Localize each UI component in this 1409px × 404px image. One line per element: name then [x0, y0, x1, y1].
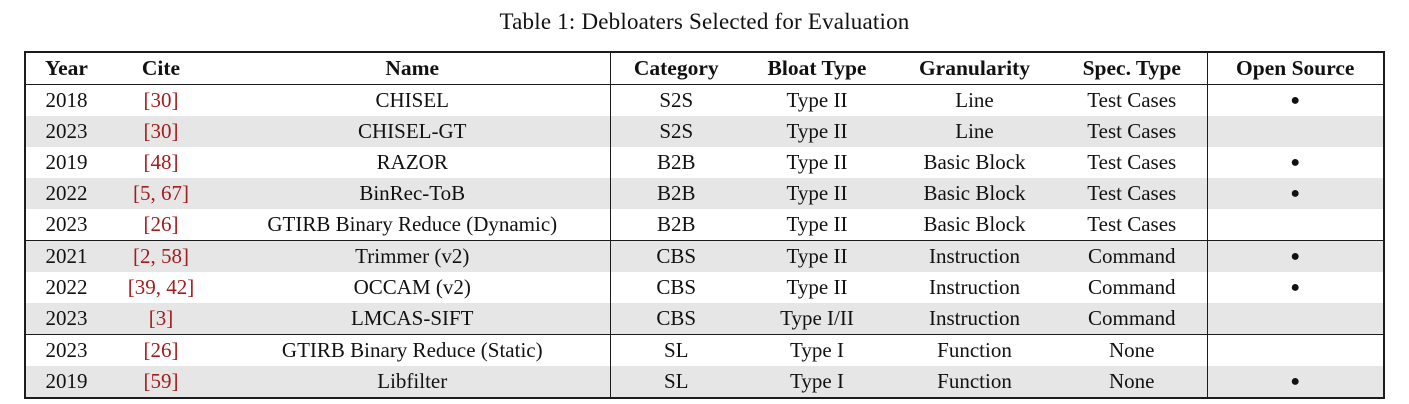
cell-open-source — [1207, 209, 1384, 241]
debloaters-table — [24, 51, 1385, 399]
cell-category: CBS — [656, 275, 697, 299]
cell-name: Libfilter — [215, 366, 610, 398]
column-header-category: Category — [610, 52, 742, 85]
header-row — [25, 52, 1384, 85]
cell-year: 2022 — [45, 275, 88, 299]
cell-category: B2B — [656, 212, 696, 236]
cell-spec-type: Test Cases — [1057, 147, 1207, 178]
column-header-open-source: Open Source — [1207, 52, 1384, 85]
open-source-dot-icon: ● — [1290, 154, 1301, 171]
cell-open-source — [1207, 303, 1384, 335]
cell-spec-type: Test Cases — [1057, 116, 1207, 147]
cell-category: B2B — [656, 150, 696, 174]
cell-granularity: Basic Block — [923, 181, 1026, 205]
cell-bloat-type: Type II — [786, 88, 848, 112]
open-source-dot-icon: ● — [1207, 241, 1384, 273]
open-source-dot-icon: ● — [1290, 92, 1301, 109]
table-row — [25, 116, 1384, 147]
table-row — [25, 335, 1384, 367]
cell-name: GTIRB Binary Reduce (Dynamic) — [215, 209, 610, 241]
cell-cite[interactable]: [48] — [143, 150, 179, 174]
cell-category: CBS — [610, 241, 742, 273]
cell-bloat-type: Type II — [742, 241, 892, 273]
table-row — [25, 241, 1384, 273]
cell-category: SL — [663, 369, 689, 393]
cell-year: 2023 — [45, 119, 88, 143]
cell-granularity: Instruction — [892, 241, 1057, 273]
cell-spec-type: None — [1057, 366, 1207, 398]
cell-granularity: Line — [955, 119, 994, 143]
cell-category: S2S — [659, 88, 694, 112]
column-header-cite: Cite — [107, 52, 215, 85]
cell-spec-type: None — [1057, 335, 1207, 367]
cell-category: S2S — [659, 119, 694, 143]
cell-category: CBS — [656, 306, 697, 330]
cell-granularity: Function — [937, 369, 1012, 393]
cell-year: 2019 — [45, 150, 88, 174]
cell-category: B2B — [656, 181, 696, 205]
cell-name: Trimmer (v2) — [215, 241, 610, 273]
cell-granularity: Instruction — [929, 306, 1020, 330]
cell-spec-type: Command — [1057, 241, 1207, 273]
cell-bloat-type: Type II — [786, 181, 848, 205]
column-header-year: Year — [25, 52, 107, 85]
table-body — [25, 85, 1384, 399]
cell-name: BinRec-ToB — [215, 178, 610, 209]
cell-year: 2021 — [25, 241, 107, 273]
table-row — [25, 272, 1384, 303]
table-row — [25, 303, 1384, 335]
table-row — [25, 85, 1384, 117]
column-header-granularity: Granularity — [892, 52, 1057, 85]
open-source-dot-icon: ● — [1290, 185, 1301, 202]
cell-cite[interactable]: [3] — [148, 306, 174, 330]
cell-granularity: Instruction — [929, 275, 1020, 299]
cell-bloat-type: Type II — [786, 212, 848, 236]
cell-spec-type: Command — [1057, 272, 1207, 303]
column-header-name: Name — [215, 52, 610, 85]
cell-granularity: Function — [892, 335, 1057, 367]
cell-open-source — [1207, 116, 1384, 147]
table-row — [25, 209, 1384, 241]
cell-cite[interactable]: [26] — [107, 335, 215, 367]
cell-spec-type: Test Cases — [1057, 85, 1207, 117]
cell-bloat-type: Type I — [742, 335, 892, 367]
cell-name: RAZOR — [215, 147, 610, 178]
cell-bloat-type: Type I/II — [780, 306, 854, 330]
cell-name: OCCAM (v2) — [215, 272, 610, 303]
cell-year: 2018 — [45, 88, 88, 112]
column-header-spec-type: Spec. Type — [1057, 52, 1207, 85]
cell-bloat-type: Type II — [786, 275, 848, 299]
cell-year: 2022 — [45, 181, 88, 205]
cell-granularity: Basic Block — [923, 212, 1026, 236]
cell-cite[interactable]: [59] — [143, 369, 179, 393]
cell-open-source — [1207, 335, 1384, 367]
cell-bloat-type: Type I — [790, 369, 844, 393]
cell-name: LMCAS-SIFT — [215, 303, 610, 335]
cell-name: CHISEL-GT — [215, 116, 610, 147]
cell-category: SL — [610, 335, 742, 367]
column-header-bloat-type: Bloat Type — [742, 52, 892, 85]
cell-year: 2023 — [25, 335, 107, 367]
table-row — [25, 147, 1384, 178]
cell-cite[interactable]: [39, 42] — [127, 275, 195, 299]
open-source-dot-icon: ● — [1290, 279, 1301, 296]
cell-granularity: Basic Block — [923, 150, 1026, 174]
cell-cite[interactable]: [30] — [143, 88, 179, 112]
cell-cite[interactable]: [5, 67] — [133, 181, 189, 205]
cell-bloat-type: Type II — [786, 119, 848, 143]
table-row — [25, 178, 1384, 209]
cell-spec-type: Test Cases — [1057, 178, 1207, 209]
cell-year: 2019 — [45, 369, 88, 393]
cell-bloat-type: Type II — [786, 150, 848, 174]
cell-year: 2023 — [45, 306, 88, 330]
cell-year: 2023 — [45, 212, 88, 236]
cell-granularity: Line — [955, 88, 994, 112]
table-row — [25, 366, 1384, 398]
cell-spec-type: Command — [1057, 303, 1207, 335]
cell-name: GTIRB Binary Reduce (Static) — [215, 335, 610, 367]
table-caption: Table 1: Debloaters Selected for Evaluation — [499, 9, 910, 34]
cell-cite[interactable]: [30] — [143, 119, 179, 143]
cell-cite[interactable]: [2, 58] — [107, 241, 215, 273]
cell-cite[interactable]: [26] — [143, 212, 179, 236]
cell-spec-type: Test Cases — [1057, 209, 1207, 241]
open-source-dot-icon: ● — [1290, 373, 1301, 390]
cell-name: CHISEL — [215, 85, 610, 117]
